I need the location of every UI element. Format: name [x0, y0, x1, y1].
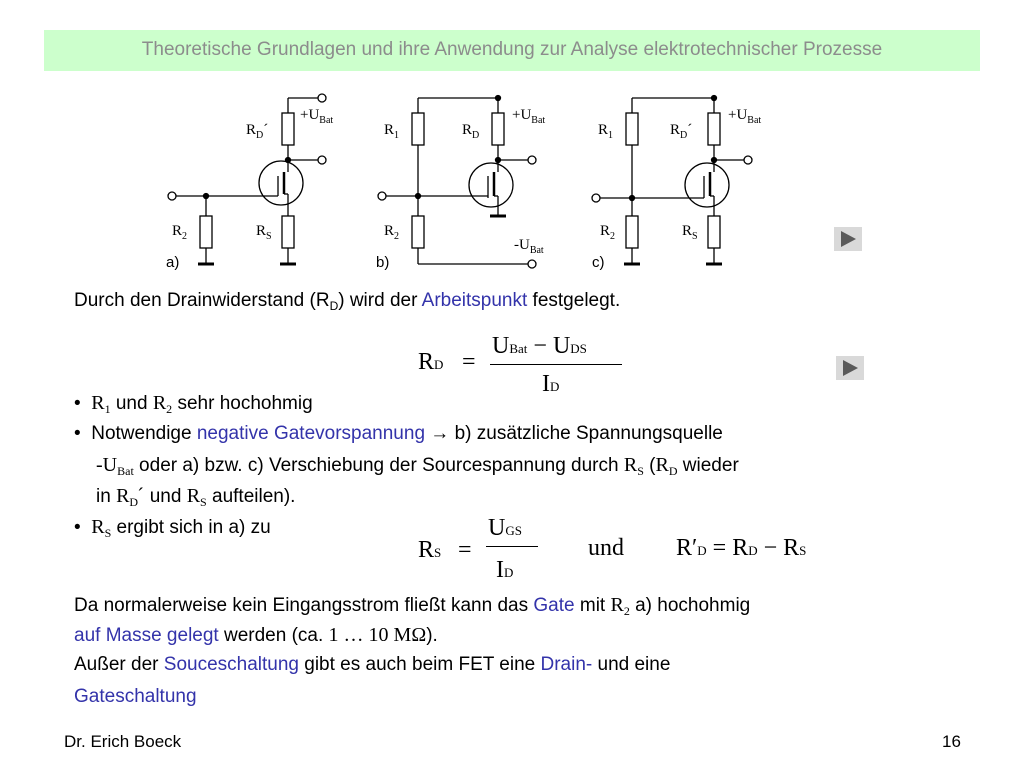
label-neg-vbat-b: $-U_{Bat}$ [514, 237, 544, 256]
resistor-rd-b [492, 113, 504, 145]
arbeitspunkt-term: Arbeitspunkt [421, 290, 528, 311]
para-line-1: Da normalerweise kein Eingangsstrom fließt kann das Gate mit $R_2$ a) hochohmig [74, 594, 751, 618]
label-rs-c: $R_S$ [682, 223, 698, 242]
para-line-4: Gateschaltung [74, 686, 197, 707]
label-rs-a: $R_S$ [256, 223, 272, 242]
label-rd-c: $R_D´$ [670, 122, 693, 141]
play-animation-button-1[interactable] [834, 227, 862, 251]
play-animation-button-2[interactable] [836, 356, 864, 380]
label-vbat-b: $+U_{Bat}$ [512, 107, 546, 126]
negative-gatevorspannung-term: negative Gatevorspannung [196, 423, 426, 444]
label-vbat-a: $+U_{Bat}$ [300, 107, 334, 126]
resistor-rs-c [708, 216, 720, 248]
label-vbat-c: $+U_{Bat}$ [728, 107, 762, 126]
bullet-2-line-3: in $R_D´$ und $R_S$ aufteilen). [96, 485, 296, 509]
bullet-1: • $R_1$ und $R_2$ sehr hochohmig [74, 392, 313, 416]
fet-symbol-b [469, 163, 513, 207]
caption-a: a) [166, 254, 180, 271]
fet-symbol-c [685, 163, 729, 207]
footer-author: Dr. Erich Boeck [64, 732, 182, 751]
bullet-3: • $R_S$ ergibt sich in a) zu [74, 516, 271, 540]
resistor-r2-a [200, 216, 212, 248]
footer-page-number: 16 [942, 732, 961, 751]
label-r2-c: $R_2$ [600, 223, 616, 242]
fet-symbol-a [259, 161, 303, 205]
para-line-2: auf Masse gelegt werden (ca. 1 … 10 MΩ). [74, 624, 438, 646]
resistor-rd-c [708, 113, 720, 145]
resistor-rd-a [282, 113, 294, 145]
label-r1-c: $R_1$ [598, 122, 614, 141]
para-line-3: Außer der Souceschaltung gibt es auch beim FET eine Drain- und eine [74, 654, 671, 675]
label-r2-a: $R_2$ [172, 223, 188, 242]
caption-c: c) [592, 254, 605, 271]
slide-title: Theoretische Grundlagen und ihre Anwendung zur Analyse elektrotechnischer Prozesse [141, 39, 883, 60]
resistor-r1-b [412, 113, 424, 145]
bullet-2-line-2: $-U_{Bat}$ oder a) bzw. c) Verschiebung der Sourcespannung durch $R_S$ ($R_D$ wieder [96, 454, 739, 478]
bullet-2: • Notwendige negative Gatevorspannung → b) zusätzliche Spannungsquelle [74, 423, 723, 444]
label-rd-b: $R_D$ [462, 122, 480, 141]
resistor-rs-a [282, 216, 294, 248]
label-r2-b: $R_2$ [384, 223, 400, 242]
intro-line: Durch den Drainwiderstand $(R_D)$ wird der Arbeitspunkt festgelegt. [74, 290, 621, 313]
resistor-r2-b [412, 216, 424, 248]
label-r1-b: $R_1$ [384, 122, 400, 141]
caption-b: b) [376, 254, 390, 271]
title-banner [44, 30, 980, 71]
label-rd-a: $R_D´$ [246, 122, 269, 141]
resistor-r2-c [626, 216, 638, 248]
resistor-r1-c [626, 113, 638, 145]
